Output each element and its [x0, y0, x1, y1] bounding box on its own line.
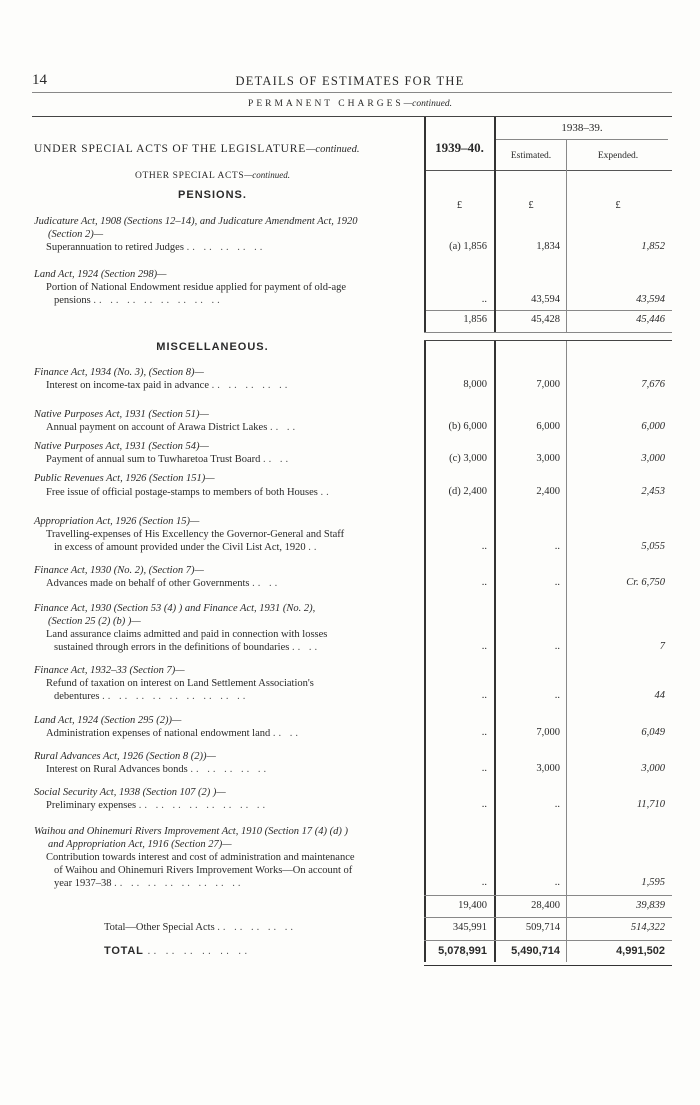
act-citation: Finance Act, 1930 (No. 2), (Section 7)—	[34, 565, 204, 576]
other-acts-label: OTHER SPECIAL ACTS	[135, 171, 245, 181]
value-expended: 1,595	[641, 877, 665, 888]
item-description: Portion of National Endowment residue applied for payment of old-age pensions .. .. .. .. .. .. .. ..	[46, 282, 347, 306]
section-rule	[424, 340, 672, 341]
unit-expended: £	[615, 200, 621, 211]
act-citation: Native Purposes Act, 1931 (Section 54)—	[34, 441, 209, 452]
act-citation: Finance Act, 1932–33 (Section 7)—	[34, 665, 185, 676]
column-expended: Expended.	[597, 151, 639, 161]
value-current: (a) 1,856	[449, 241, 487, 252]
column-estimated: Estimated.	[510, 151, 552, 161]
item-description: Advances made on behalf of other Governments .. ..	[46, 578, 281, 589]
total-other-current: 345,991	[452, 922, 487, 933]
grand-total-rule	[424, 965, 672, 966]
header-rule	[32, 92, 672, 93]
item-description: Contribution towards interest and cost of administration and maintenance of Waihou and Ohinemuri Rivers Improvement Works—On account of year 1937–38 .. .. .. .. .. .. .. ..	[46, 852, 355, 889]
grand-total-expended: 4,991,502	[616, 945, 665, 957]
page-number: 14	[32, 72, 47, 88]
act-citation: Finance Act, 1930 (Section 53 (4) ) and Finance Act, 1931 (No. 2), (Section 25 (2) (b) )—	[34, 603, 316, 627]
act-citation: Finance Act, 1934 (No. 3), (Section 8)—	[34, 367, 204, 378]
table-title	[34, 143, 359, 155]
subtotal-rule	[424, 310, 672, 311]
value-expended: 5,055	[641, 541, 665, 552]
other-acts-heading	[0, 170, 425, 181]
value-estimated: 7,000	[536, 727, 560, 738]
value-estimated: 6,000	[536, 421, 560, 432]
value-estimated: ..	[554, 690, 560, 701]
unit-estimated: £	[528, 200, 534, 211]
column-rule	[566, 139, 567, 310]
total-other-estimated: 509,714	[525, 922, 560, 933]
value-expended: Cr. 6,750	[626, 577, 665, 588]
value-expended: 6,000	[641, 421, 665, 432]
column-rule	[494, 117, 496, 310]
item-description: Travelling-expenses of His Excellency the Governor-General and Staff in excess of amount provided under the Civil List Act, 1920 ..	[46, 529, 345, 553]
table-top-rule	[32, 116, 672, 117]
act-citation: Judicature Act, 1908 (Sections 12–14), and Judicature Amendment Act, 1920 (Section 2)—	[34, 216, 358, 240]
year-group-rule	[496, 139, 668, 140]
item-description: Superannuation to retired Judges .. .. .. .. ..	[46, 242, 266, 253]
value-current: ..	[481, 799, 487, 810]
grand-total-estimated: 5,490,714	[511, 945, 560, 957]
value-expended: 43,594	[636, 294, 665, 305]
value-estimated: 7,000	[536, 379, 560, 390]
value-expended: 1,852	[641, 241, 665, 252]
column-year-previous: 1938–39.	[561, 122, 603, 134]
subtotal-rule	[424, 332, 672, 333]
pensions-subtotal-expended: 45,446	[636, 314, 665, 325]
pensions-subtotal-estimated: 45,428	[531, 314, 560, 325]
value-expended: 3,000	[641, 763, 665, 774]
value-estimated: 43,594	[531, 294, 560, 305]
table-title-main: UNDER SPECIAL ACTS OF THE LEGISLATURE	[34, 143, 307, 155]
subtitle-main: PERMANENT CHARGES	[248, 99, 404, 109]
value-expended: 3,000	[641, 453, 665, 464]
item-description: Payment of annual sum to Tuwharetoa Trust Board .. ..	[46, 454, 292, 465]
column-rule	[494, 310, 496, 332]
value-estimated: 3,000	[536, 453, 560, 464]
grand-total-label: TOTAL .. .. .. .. .. ..	[104, 945, 251, 957]
total-other-expended: 514,322	[630, 922, 665, 933]
value-expended: 11,710	[636, 799, 665, 810]
value-current: (c) 3,000	[449, 453, 487, 464]
value-estimated: ..	[554, 641, 560, 652]
act-citation: Rural Advances Act, 1926 (Section 8 (2))—	[34, 751, 216, 762]
grand-total-current: 5,078,991	[438, 945, 487, 957]
pensions-subtotal-current: 1,856	[463, 314, 487, 325]
value-expended: 7,676	[641, 379, 665, 390]
item-description: Administration expenses of national endowment land .. ..	[46, 728, 301, 739]
column-rule	[424, 117, 426, 310]
value-current: ..	[481, 294, 487, 305]
value-estimated: ..	[554, 799, 560, 810]
subtitle	[0, 99, 700, 109]
item-description: Interest on income-tax paid in advance .. .. .. .. ..	[46, 380, 291, 391]
value-current: ..	[481, 541, 487, 552]
value-current: ..	[481, 641, 487, 652]
item-description: Preliminary expenses .. .. .. .. .. .. .. ..	[46, 800, 269, 811]
act-citation: Land Act, 1924 (Section 295 (2))—	[34, 715, 182, 726]
act-citation: Native Purposes Act, 1931 (Section 51)—	[34, 409, 209, 420]
column-rule	[566, 310, 567, 332]
subtotal-rule	[424, 895, 672, 896]
value-estimated: 2,400	[536, 486, 560, 497]
section-heading-miscellaneous: MISCELLANEOUS.	[156, 341, 269, 353]
item-description: Free issue of official postage-stamps to members of both Houses ..	[46, 487, 332, 498]
value-expended: 6,049	[641, 727, 665, 738]
unit-current: £	[456, 200, 463, 211]
value-estimated: 1,834	[536, 241, 560, 252]
value-current: (b) 6,000	[448, 421, 487, 432]
column-year-current: 1939–40.	[435, 140, 484, 155]
value-estimated: ..	[554, 541, 560, 552]
value-current: ..	[481, 577, 487, 588]
value-current: ..	[481, 690, 487, 701]
item-description: Interest on Rural Advances bonds .. .. .. .. ..	[46, 764, 270, 775]
act-citation: Waihou and Ohinemuri Rivers Improvement Act, 1910 (Section 17 (4) (d) ) and Appropriation Act, 1916 (Section 27)—	[34, 826, 348, 850]
value-expended: 2,453	[641, 486, 665, 497]
subtitle-continued: —continued.	[403, 99, 452, 109]
value-current: (d) 2,400	[448, 486, 487, 497]
total-other-label: Total—Other Special Acts .. .. .. .. ..	[104, 922, 297, 933]
misc-subtotal-current: 19,400	[458, 900, 487, 911]
value-estimated: ..	[554, 577, 560, 588]
column-rule	[424, 310, 426, 332]
column-head-rule	[425, 170, 672, 171]
item-description: Land assurance claims admitted and paid in connection with losses sustained through errors in the definitions of boundaries .. ..	[46, 629, 328, 653]
value-current: 8,000	[463, 379, 487, 390]
table-title-continued: —continued.	[306, 144, 360, 155]
value-current: ..	[481, 763, 487, 774]
subtotal-rule	[424, 917, 672, 918]
item-description: Annual payment on account of Arawa District Lakes .. ..	[46, 422, 299, 433]
act-citation: Appropriation Act, 1926 (Section 15)—	[34, 516, 200, 527]
act-citation: Public Revenues Act, 1926 (Section 151)—	[34, 473, 215, 484]
act-citation: Social Security Act, 1938 (Section 107 (2) )—	[34, 787, 226, 798]
value-expended: 7	[659, 641, 665, 652]
other-acts-continued: —continued.	[244, 170, 290, 180]
section-heading-pensions: PENSIONS.	[178, 189, 247, 201]
value-estimated: 3,000	[536, 763, 560, 774]
misc-subtotal-estimated: 28,400	[531, 900, 560, 911]
total-rule	[424, 940, 672, 941]
misc-subtotal-expended: 39,839	[636, 900, 665, 911]
running-title: DETAILS OF ESTIMATES FOR THE	[235, 74, 465, 88]
value-estimated: ..	[554, 877, 560, 888]
value-current: ..	[481, 877, 487, 888]
item-description: Refund of taxation on interest on Land Settlement Association's debentures .. .. .. .. .. .. .. .. ..	[46, 678, 314, 702]
value-current: ..	[481, 727, 487, 738]
column-rule	[566, 340, 567, 962]
value-expended: 44	[654, 690, 665, 701]
act-citation: Land Act, 1924 (Section 298)—	[34, 269, 167, 280]
